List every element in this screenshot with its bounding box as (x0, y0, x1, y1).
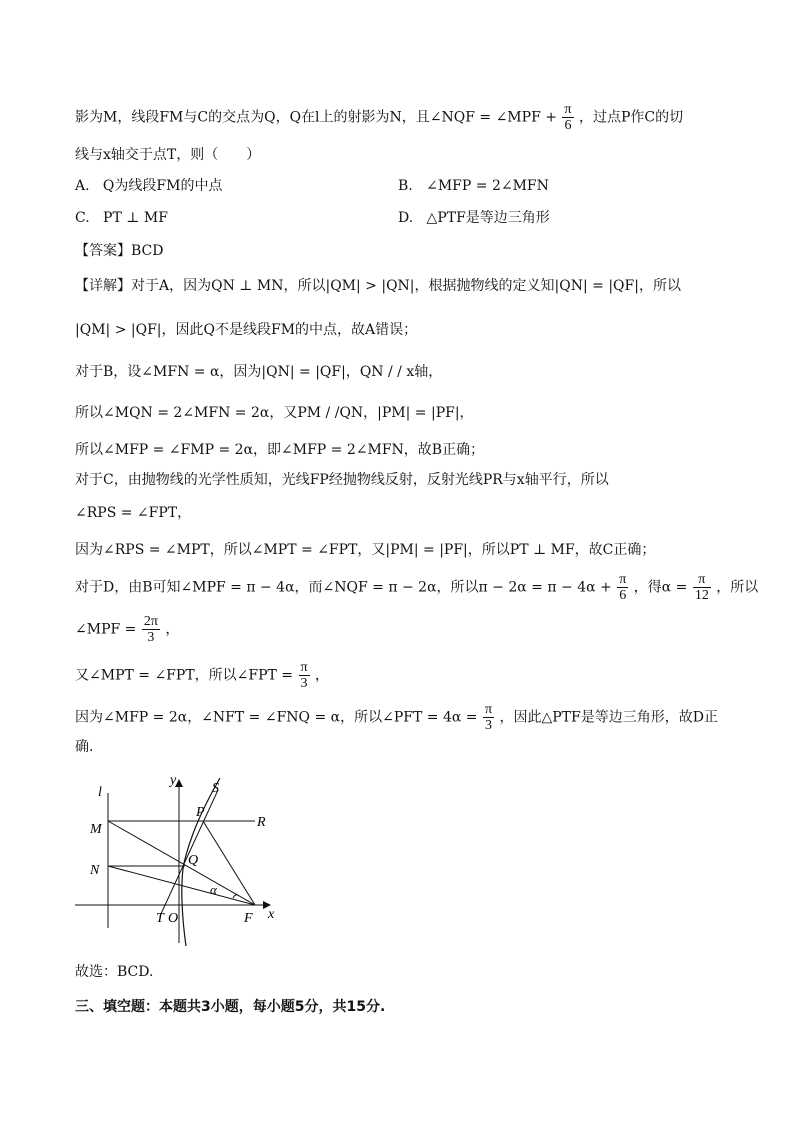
final-choice: 故选：BCD. (75, 964, 154, 980)
question-line-1-text: 影为M，线段FM与C的交点为Q，Q在l上的射影为N，且∠NQF = ∠MPF + (75, 109, 557, 126)
fraction-pi-over-6: $\frac{\pi}{6}$ (564, 102, 572, 133)
solution-line-8: 因为∠RPS = ∠MPT，所以∠MPT = ∠FPT，又|PM| = |PF|，所以PT ⊥ MF，故C正确； (75, 542, 656, 558)
solution-line-4: 所以∠MQN = 2∠MFN = 2α，又PM / /QN，|PM| = |PF|， (75, 405, 474, 421)
label-M: M (90, 822, 102, 837)
label-l: l (98, 785, 102, 800)
solution-line-11: 又∠MPT = ∠FPT，所以∠FPT = $\frac{\pi}{3}$ ， (75, 660, 330, 691)
parabola-figure (70, 768, 290, 948)
label-y: y (170, 773, 177, 788)
label-x: x (268, 907, 275, 922)
option-b: B. ∠MFP = 2∠MFN (398, 178, 549, 194)
label-T: T (156, 911, 164, 926)
label-alpha: α (210, 882, 217, 897)
section-title: 三、填空题：本题共3小题，每小题5分，共15分. (75, 999, 386, 1015)
solution-line-7: ∠RPS = ∠FPT， (75, 505, 192, 521)
solution-line-10: ∠MPF = $\frac{2\pi}{3}$ ， (75, 614, 180, 645)
option-c: C. PT ⊥ MF (75, 210, 168, 226)
label-P: P (196, 805, 205, 820)
fraction-pi-over-12: $\frac{\pi}{12}$ (694, 572, 709, 603)
question-line-2: 线与x轴交于点T，则（ ） (75, 147, 261, 163)
question-line-1-tail: ，过点P作C的切 (578, 109, 684, 126)
question-line-1 (75, 102, 683, 133)
solution-line-6: 对于C，由抛物线的光学性质知，光线FP经抛物线反射，反射光线PR与x轴平行，所以 (75, 472, 609, 488)
label-S: S (212, 781, 219, 796)
solution-line-1: 【详解】对于A，因为QN ⊥ MN，所以|QM| > |QN|，根据抛物线的定义知|QN| = |QF|，所以 (75, 278, 681, 294)
label-O: O (168, 911, 179, 926)
solution-line-12: 因为∠MFP = 2α，∠NFT = ∠FNQ = α，所以∠PFT = 4α = $\frac{\pi}{3}$ ，因此△PTF是等边三角形，故D正 (75, 702, 718, 733)
label-R: R (257, 815, 266, 830)
fraction-pi-over-3: $\frac{\pi}{3}$ (300, 660, 308, 691)
answer: 【答案】BCD (75, 243, 164, 259)
label-N: N (90, 863, 100, 878)
label-Q: Q (188, 853, 199, 868)
solution-line-5: 所以∠MFP = ∠FMP = 2α，即∠MFP = 2∠MFN，故B正确； (75, 442, 485, 458)
fraction-pi-over-6-b: $\frac{\pi}{6}$ (619, 572, 627, 603)
fraction-2pi-over-3: $\frac{2\pi}{3}$ (143, 614, 158, 645)
angle-alpha-arc (233, 895, 238, 898)
solution-line-3: 对于B，设∠MFN = α，因为|QN| = |QF|，QN / / x轴， (75, 364, 443, 380)
option-a: A. Q为线段FM的中点 (75, 178, 223, 194)
solution-line-13: 确. (75, 739, 94, 755)
option-d: D. △PTF是等边三角形 (398, 210, 550, 226)
label-F: F (244, 911, 253, 926)
fraction-pi-over-3-b: $\frac{\pi}{3}$ (484, 702, 493, 733)
solution-line-9: 对于D，由B可知∠MPF = π − 4α，而∠NQF = π − 2α，所以π − 2α = π − 4α + $\frac{\pi}{6}$ ，得α = $\frac{\pi}{12}$ ，所以 (75, 572, 759, 603)
solution-line-2: |QM| > |QF|，因此Q不是线段FM的中点，故A错误； (75, 322, 418, 338)
